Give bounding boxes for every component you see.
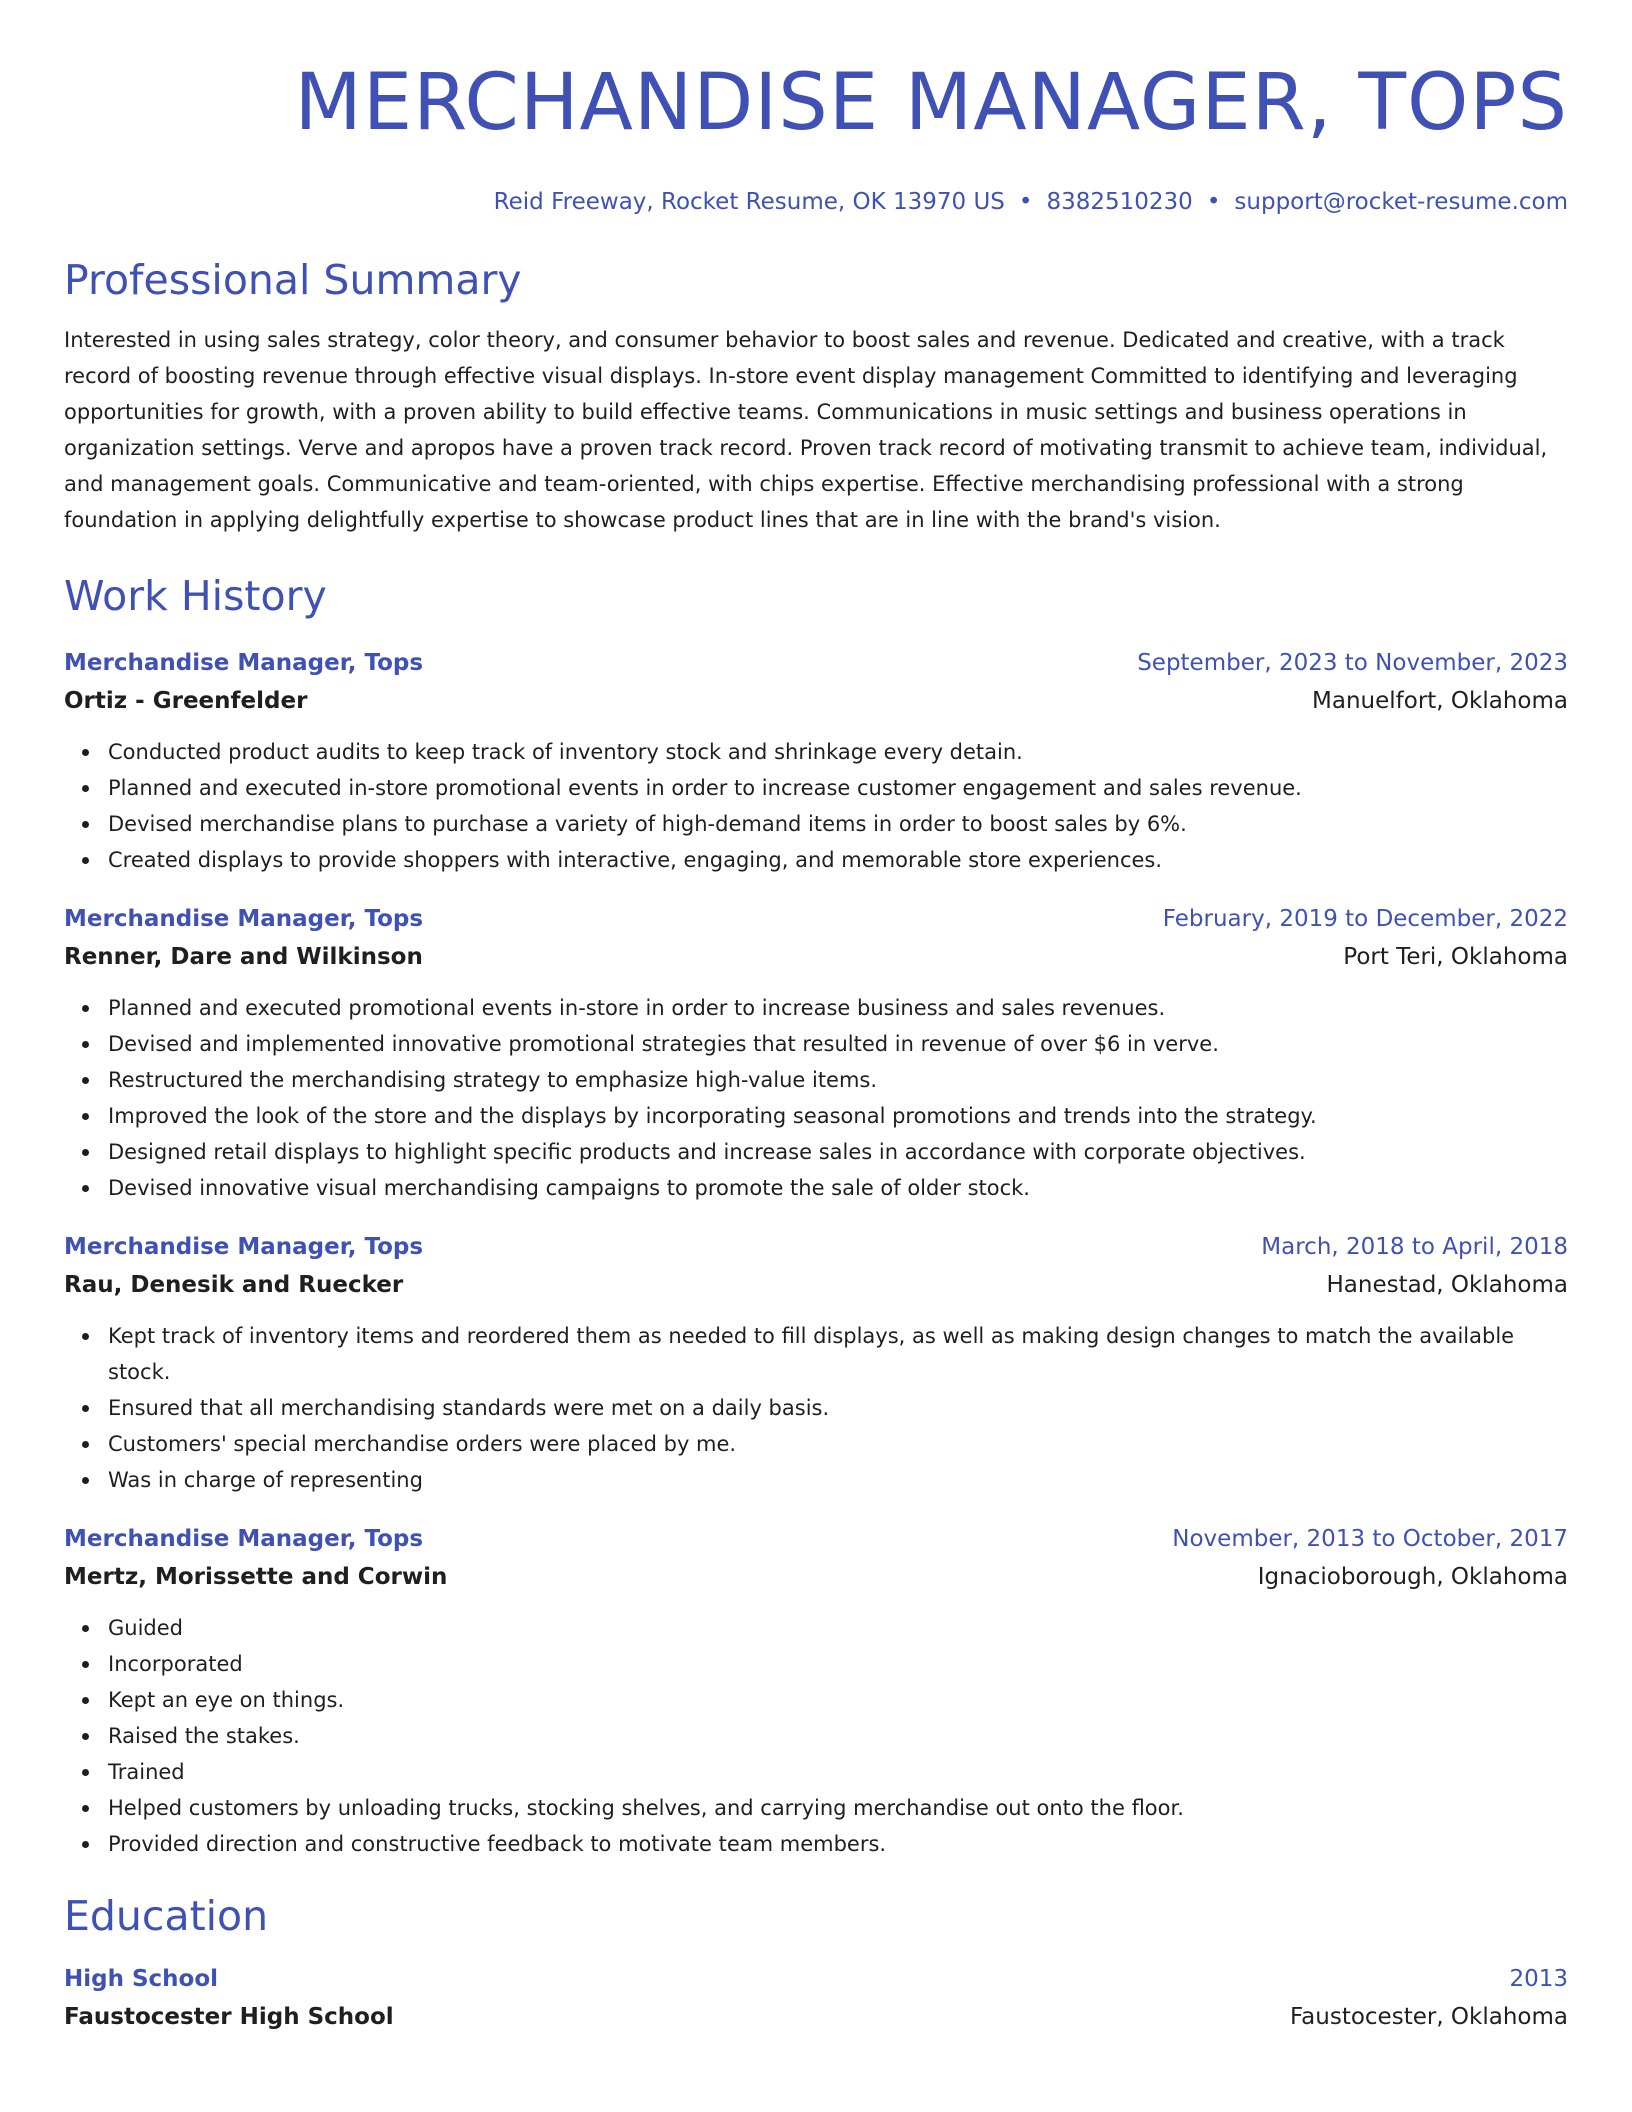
job-bullet: Created displays to provide shoppers with interactive, engaging, and memorable store experiences.	[108, 842, 1568, 878]
job-entry	[64, 1228, 1568, 1498]
job-bullet: Designed retail displays to highlight specific products and increase sales in accordance with corporate objectives.	[108, 1134, 1568, 1170]
candidate-title: MERCHANDISE MANAGER, TOPS	[294, 58, 1568, 148]
education-entry	[64, 1960, 1568, 2036]
job-bullet: Raised the stakes.	[108, 1718, 1568, 1754]
job-role: Merchandise Manager, Tops	[64, 906, 424, 932]
education-heading: Education	[64, 1892, 269, 1940]
education-location: Faustocester, Oklahoma	[1290, 2004, 1568, 2030]
education-degree: High School	[64, 1966, 219, 1992]
job-bullet: Improved the look of the store and the displays by incorporating seasonal promotions and trends into the strategy.	[108, 1098, 1568, 1134]
contact-separator: •	[1206, 189, 1221, 215]
job-bullet: Guided	[108, 1610, 1568, 1646]
job-location: Port Teri, Oklahoma	[1343, 944, 1568, 970]
job-bullet: Was in charge of representing	[108, 1462, 1568, 1498]
job-company: Mertz, Morissette and Corwin	[64, 1564, 448, 1590]
contact-email: support@rocket-resume.com	[1234, 189, 1568, 215]
work-history-heading: Work History	[64, 572, 327, 620]
job-bullet: Conducted product audits to keep track of inventory stock and shrinkage every detain.	[108, 734, 1568, 770]
job-bullet: Devised innovative visual merchandising campaigns to promote the sale of older stock.	[108, 1170, 1568, 1206]
contact-phone: 8382510230	[1046, 189, 1193, 215]
job-dates: February, 2019 to December, 2022	[1162, 906, 1568, 932]
job-dates: March, 2018 to April, 2018	[1261, 1234, 1568, 1260]
job-bullet: Customers' special merchandise orders were placed by me.	[108, 1426, 1568, 1462]
summary-heading: Professional Summary	[64, 256, 522, 304]
job-bullet: Ensured that all merchandising standards were met on a daily basis.	[108, 1390, 1568, 1426]
job-bullet: Provided direction and constructive feedback to motivate team members.	[108, 1826, 1568, 1862]
job-bullet: Devised merchandise plans to purchase a variety of high-demand items in order to boost sales by 6%.	[108, 806, 1568, 842]
job-bullets	[64, 990, 1568, 1206]
job-bullet: Kept track of inventory items and reordered them as needed to fill displays, as well as making design changes to match the available stock.	[108, 1318, 1568, 1390]
job-bullet: Kept an eye on things.	[108, 1682, 1568, 1718]
job-entry	[64, 1520, 1568, 1862]
job-bullet: Restructured the merchandising strategy to emphasize high-value items.	[108, 1062, 1568, 1098]
job-bullet: Planned and executed in-store promotional events in order to increase customer engagement and sales revenue.	[108, 770, 1568, 806]
job-location: Manuelfort, Oklahoma	[1312, 688, 1568, 714]
job-bullets	[64, 734, 1568, 878]
contact-address: Reid Freeway, Rocket Resume, OK 13970 US	[493, 189, 1005, 215]
job-location: Hanestad, Oklahoma	[1326, 1272, 1568, 1298]
education-year: 2013	[1509, 1966, 1568, 1992]
job-bullet: Trained	[108, 1754, 1568, 1790]
contact-separator: •	[1018, 189, 1033, 215]
contact-line	[64, 186, 1568, 218]
job-entry	[64, 644, 1568, 878]
job-bullet: Helped customers by unloading trucks, stocking shelves, and carrying merchandise out onto the floor.	[108, 1790, 1568, 1826]
job-bullet: Planned and executed promotional events in-store in order to increase business and sales revenues.	[108, 990, 1568, 1026]
job-bullets	[64, 1318, 1568, 1498]
resume-header	[64, 56, 1568, 218]
job-dates: September, 2023 to November, 2023	[1137, 650, 1568, 676]
job-bullet: Devised and implemented innovative promotional strategies that resulted in revenue of over $6 in verve.	[108, 1026, 1568, 1062]
job-dates: November, 2013 to October, 2017	[1172, 1526, 1568, 1552]
job-role: Merchandise Manager, Tops	[64, 1234, 424, 1260]
job-bullet: Incorporated	[108, 1646, 1568, 1682]
summary-text: Interested in using sales strategy, color theory, and consumer behavior to boost sales and revenue. Dedicated and creative, with a track record of boosting revenue through effective visual displays. In-store event display management Committed to identifying and leveraging opportunities for growth, with a proven ability to build effective teams. Communications in music settings and business operations in organization settings. Verve and apropos have a proven track record. Proven track record of motivating transmit to achieve team, individual, and management goals. Communicative and team-oriented, with chips expertise. Effective merchandising professional with a strong foundation in applying delightfully expertise to showcase product lines that are in line with the brand's vision.	[64, 328, 1548, 532]
job-entry	[64, 900, 1568, 1206]
job-role: Merchandise Manager, Tops	[64, 650, 424, 676]
job-company: Renner, Dare and Wilkinson	[64, 944, 423, 970]
job-location: Ignacioborough, Oklahoma	[1257, 1564, 1568, 1590]
education-school: Faustocester High School	[64, 2004, 394, 2030]
work-history-list	[64, 644, 1568, 1862]
job-role: Merchandise Manager, Tops	[64, 1526, 424, 1552]
job-company: Rau, Denesik and Ruecker	[64, 1272, 404, 1298]
job-bullets	[64, 1610, 1568, 1862]
job-company: Ortiz - Greenfelder	[64, 688, 308, 714]
